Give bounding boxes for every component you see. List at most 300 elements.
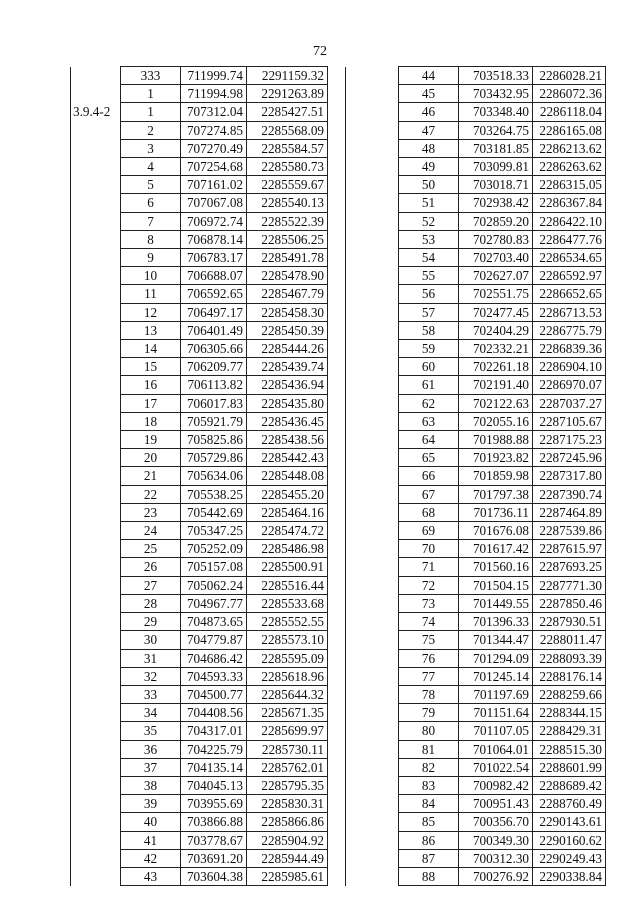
x-coordinate-cell: 705062.24 — [181, 576, 247, 594]
x-coordinate-cell: 707274.85 — [181, 121, 247, 139]
section-cell — [346, 285, 399, 303]
point-number-cell: 28 — [121, 594, 181, 612]
table-row — [71, 449, 328, 467]
section-cell — [346, 467, 399, 485]
x-coordinate-cell: 701396.33 — [459, 613, 533, 631]
section-cell — [346, 249, 399, 267]
section-cell — [71, 613, 121, 631]
section-cell — [346, 321, 399, 339]
point-number-cell: 25 — [121, 540, 181, 558]
y-coordinate-cell: 2285580.73 — [247, 158, 328, 176]
point-number-cell: 21 — [121, 467, 181, 485]
section-cell — [71, 67, 121, 85]
y-coordinate-cell: 2286072.36 — [533, 85, 606, 103]
y-coordinate-cell: 2287317.80 — [533, 467, 606, 485]
point-number-cell: 85 — [399, 813, 459, 831]
y-coordinate-cell: 2286422.10 — [533, 212, 606, 230]
section-cell — [346, 667, 399, 685]
point-number-cell: 24 — [121, 522, 181, 540]
y-coordinate-cell: 2287175.23 — [533, 431, 606, 449]
y-coordinate-cell: 2287693.25 — [533, 558, 606, 576]
section-cell — [71, 558, 121, 576]
y-coordinate-cell: 2285730.11 — [247, 740, 328, 758]
point-number-cell: 29 — [121, 613, 181, 631]
point-number-cell: 48 — [399, 139, 459, 157]
x-coordinate-cell: 700982.42 — [459, 776, 533, 794]
y-coordinate-cell: 2286118.04 — [533, 103, 606, 121]
y-coordinate-cell: 2286477.76 — [533, 230, 606, 248]
table-row — [346, 740, 606, 758]
x-coordinate-cell: 706972.74 — [181, 212, 247, 230]
point-number-cell: 52 — [399, 212, 459, 230]
y-coordinate-cell: 2285438.56 — [247, 431, 328, 449]
y-coordinate-cell: 2286904.10 — [533, 358, 606, 376]
x-coordinate-cell: 705538.25 — [181, 485, 247, 503]
x-coordinate-cell: 701676.08 — [459, 522, 533, 540]
x-coordinate-cell: 700312.30 — [459, 849, 533, 867]
section-cell — [71, 576, 121, 594]
x-coordinate-cell: 702859.20 — [459, 212, 533, 230]
x-coordinate-cell: 702404.29 — [459, 321, 533, 339]
y-coordinate-cell: 2288429.31 — [533, 722, 606, 740]
table-row — [346, 813, 606, 831]
y-coordinate-cell: 2285762.01 — [247, 758, 328, 776]
table-row — [346, 194, 606, 212]
x-coordinate-cell: 705729.86 — [181, 449, 247, 467]
table-row — [346, 631, 606, 649]
point-number-cell: 76 — [399, 649, 459, 667]
section-cell — [346, 67, 399, 85]
table-row — [346, 267, 606, 285]
x-coordinate-cell: 704045.13 — [181, 776, 247, 794]
point-number-cell: 40 — [121, 813, 181, 831]
y-coordinate-cell: 2285516.44 — [247, 576, 328, 594]
y-coordinate-cell: 2288344.15 — [533, 704, 606, 722]
point-number-cell: 55 — [399, 267, 459, 285]
section-cell — [346, 758, 399, 776]
y-coordinate-cell: 2285427.51 — [247, 103, 328, 121]
point-number-cell: 20 — [121, 449, 181, 467]
table-row — [71, 139, 328, 157]
section-cell — [71, 139, 121, 157]
table-row — [346, 594, 606, 612]
section-cell — [71, 285, 121, 303]
y-coordinate-cell: 2290249.43 — [533, 849, 606, 867]
point-number-cell: 77 — [399, 667, 459, 685]
section-cell — [346, 722, 399, 740]
x-coordinate-cell: 700276.92 — [459, 867, 533, 885]
point-number-cell: 15 — [121, 358, 181, 376]
point-number-cell: 79 — [399, 704, 459, 722]
x-coordinate-cell: 701197.69 — [459, 685, 533, 703]
section-cell — [71, 503, 121, 521]
y-coordinate-cell: 2285985.61 — [247, 867, 328, 885]
point-number-cell: 63 — [399, 412, 459, 430]
table-row — [71, 176, 328, 194]
table-row — [71, 158, 328, 176]
y-coordinate-cell: 2286213.62 — [533, 139, 606, 157]
section-cell — [346, 813, 399, 831]
table-row — [71, 831, 328, 849]
table-row — [71, 230, 328, 248]
y-coordinate-cell: 2288760.49 — [533, 795, 606, 813]
x-coordinate-cell: 707067.08 — [181, 194, 247, 212]
x-coordinate-cell: 706017.83 — [181, 394, 247, 412]
x-coordinate-cell: 704593.33 — [181, 667, 247, 685]
section-cell — [71, 831, 121, 849]
section-cell — [71, 485, 121, 503]
y-coordinate-cell: 2286839.36 — [533, 340, 606, 358]
table-row — [346, 503, 606, 521]
x-coordinate-cell: 701988.88 — [459, 431, 533, 449]
x-coordinate-cell: 701797.38 — [459, 485, 533, 503]
point-number-cell: 22 — [121, 485, 181, 503]
point-number-cell: 58 — [399, 321, 459, 339]
section-cell — [71, 431, 121, 449]
table-row — [346, 685, 606, 703]
table-row — [346, 831, 606, 849]
x-coordinate-cell: 700356.70 — [459, 813, 533, 831]
x-coordinate-cell: 702477.45 — [459, 303, 533, 321]
table-row — [346, 576, 606, 594]
x-coordinate-cell: 704225.79 — [181, 740, 247, 758]
x-coordinate-cell: 703099.81 — [459, 158, 533, 176]
x-coordinate-cell: 702332.21 — [459, 340, 533, 358]
y-coordinate-cell: 2285500.91 — [247, 558, 328, 576]
table-row — [346, 867, 606, 885]
section-cell — [71, 467, 121, 485]
table-row — [71, 576, 328, 594]
point-number-cell: 47 — [399, 121, 459, 139]
x-coordinate-cell: 702261.18 — [459, 358, 533, 376]
section-cell — [71, 85, 121, 103]
y-coordinate-cell: 2287390.74 — [533, 485, 606, 503]
section-cell — [346, 522, 399, 540]
section-cell — [71, 685, 121, 703]
table-row — [346, 412, 606, 430]
table-row — [71, 613, 328, 631]
point-number-cell: 26 — [121, 558, 181, 576]
section-cell — [346, 849, 399, 867]
y-coordinate-cell: 2287771.30 — [533, 576, 606, 594]
y-coordinate-cell: 2285491.78 — [247, 249, 328, 267]
table-row — [71, 685, 328, 703]
y-coordinate-cell: 2287464.89 — [533, 503, 606, 521]
table-row — [71, 722, 328, 740]
table-row — [71, 758, 328, 776]
table-row — [71, 85, 328, 103]
table-row — [71, 795, 328, 813]
y-coordinate-cell: 2288601.99 — [533, 758, 606, 776]
table-row — [71, 540, 328, 558]
table-row — [346, 340, 606, 358]
section-cell: 3.9.4-2 — [71, 103, 121, 121]
x-coordinate-cell: 706209.77 — [181, 358, 247, 376]
point-number-cell: 59 — [399, 340, 459, 358]
y-coordinate-cell: 2285904.92 — [247, 831, 328, 849]
table-row — [346, 667, 606, 685]
x-coordinate-cell: 701736.11 — [459, 503, 533, 521]
x-coordinate-cell: 701923.82 — [459, 449, 533, 467]
y-coordinate-cell: 2285671.35 — [247, 704, 328, 722]
y-coordinate-cell: 2285478.90 — [247, 267, 328, 285]
table-row — [71, 358, 328, 376]
x-coordinate-cell: 704779.87 — [181, 631, 247, 649]
y-coordinate-cell: 2286713.53 — [533, 303, 606, 321]
section-cell — [71, 522, 121, 540]
y-coordinate-cell: 2285568.09 — [247, 121, 328, 139]
section-cell — [71, 158, 121, 176]
y-coordinate-cell: 2285467.79 — [247, 285, 328, 303]
point-number-cell: 69 — [399, 522, 459, 540]
x-coordinate-cell: 703432.95 — [459, 85, 533, 103]
table-row — [71, 194, 328, 212]
y-coordinate-cell: 2285444.26 — [247, 340, 328, 358]
coordinate-table-right — [345, 66, 606, 886]
table-row — [346, 849, 606, 867]
coordinate-table-left — [70, 66, 328, 886]
table-row — [71, 376, 328, 394]
x-coordinate-cell: 705921.79 — [181, 412, 247, 430]
coordinate-table-right-body — [346, 67, 606, 886]
section-cell — [346, 613, 399, 631]
table-row — [346, 758, 606, 776]
x-coordinate-cell: 711999.74 — [181, 67, 247, 85]
table-row — [71, 412, 328, 430]
table-row — [71, 467, 328, 485]
point-number-cell: 35 — [121, 722, 181, 740]
table-row — [71, 285, 328, 303]
section-cell — [71, 376, 121, 394]
x-coordinate-cell: 705347.25 — [181, 522, 247, 540]
x-coordinate-cell: 703955.69 — [181, 795, 247, 813]
x-coordinate-cell: 703264.75 — [459, 121, 533, 139]
table-row — [346, 321, 606, 339]
point-number-cell: 14 — [121, 340, 181, 358]
x-coordinate-cell: 705825.86 — [181, 431, 247, 449]
x-coordinate-cell: 701617.42 — [459, 540, 533, 558]
table-row — [71, 667, 328, 685]
section-cell — [346, 85, 399, 103]
x-coordinate-cell: 701859.98 — [459, 467, 533, 485]
y-coordinate-cell: 2288689.42 — [533, 776, 606, 794]
x-coordinate-cell: 702627.07 — [459, 267, 533, 285]
table-row — [71, 558, 328, 576]
section-cell — [71, 649, 121, 667]
x-coordinate-cell: 705442.69 — [181, 503, 247, 521]
x-coordinate-cell: 703778.67 — [181, 831, 247, 849]
section-cell — [346, 831, 399, 849]
table-row — [71, 212, 328, 230]
table-row — [346, 613, 606, 631]
section-cell — [346, 176, 399, 194]
point-number-cell: 84 — [399, 795, 459, 813]
section-cell — [71, 704, 121, 722]
y-coordinate-cell: 2285455.20 — [247, 485, 328, 503]
table-row — [71, 340, 328, 358]
point-number-cell: 80 — [399, 722, 459, 740]
section-cell — [346, 795, 399, 813]
table-row — [346, 139, 606, 157]
x-coordinate-cell: 703866.88 — [181, 813, 247, 831]
section-cell — [346, 158, 399, 176]
point-number-cell: 1 — [121, 103, 181, 121]
y-coordinate-cell: 2285436.94 — [247, 376, 328, 394]
table-row — [71, 303, 328, 321]
section-cell — [71, 121, 121, 139]
table-row — [71, 485, 328, 503]
x-coordinate-cell: 702055.16 — [459, 412, 533, 430]
y-coordinate-cell: 2290143.61 — [533, 813, 606, 831]
x-coordinate-cell: 704500.77 — [181, 685, 247, 703]
x-coordinate-cell: 702703.40 — [459, 249, 533, 267]
table-row — [71, 867, 328, 885]
section-cell — [346, 485, 399, 503]
x-coordinate-cell: 706497.17 — [181, 303, 247, 321]
x-coordinate-cell: 704408.56 — [181, 704, 247, 722]
point-number-cell: 73 — [399, 594, 459, 612]
point-number-cell: 68 — [399, 503, 459, 521]
x-coordinate-cell: 702938.42 — [459, 194, 533, 212]
section-cell — [346, 121, 399, 139]
point-number-cell: 11 — [121, 285, 181, 303]
coordinate-table-left-body — [71, 67, 328, 886]
y-coordinate-cell: 2285644.32 — [247, 685, 328, 703]
point-number-cell: 7 — [121, 212, 181, 230]
point-number-cell: 10 — [121, 267, 181, 285]
section-cell — [71, 795, 121, 813]
x-coordinate-cell: 702191.40 — [459, 376, 533, 394]
point-number-cell: 46 — [399, 103, 459, 121]
x-coordinate-cell: 701151.64 — [459, 704, 533, 722]
y-coordinate-cell: 2286775.79 — [533, 321, 606, 339]
section-cell — [346, 267, 399, 285]
table-row — [71, 67, 328, 85]
table-row — [346, 704, 606, 722]
x-coordinate-cell: 707161.02 — [181, 176, 247, 194]
x-coordinate-cell: 701245.14 — [459, 667, 533, 685]
section-cell — [71, 631, 121, 649]
section-cell — [346, 394, 399, 412]
section-cell — [71, 358, 121, 376]
table-row — [346, 85, 606, 103]
y-coordinate-cell: 2287037.27 — [533, 394, 606, 412]
x-coordinate-cell: 707254.68 — [181, 158, 247, 176]
y-coordinate-cell: 2286367.84 — [533, 194, 606, 212]
table-row — [71, 631, 328, 649]
y-coordinate-cell: 2285595.09 — [247, 649, 328, 667]
table-row — [346, 649, 606, 667]
x-coordinate-cell: 701449.55 — [459, 594, 533, 612]
table-row — [346, 358, 606, 376]
point-number-cell: 6 — [121, 194, 181, 212]
section-cell — [346, 503, 399, 521]
section-cell — [346, 594, 399, 612]
point-number-cell: 5 — [121, 176, 181, 194]
point-number-cell: 78 — [399, 685, 459, 703]
section-cell — [71, 194, 121, 212]
point-number-cell: 9 — [121, 249, 181, 267]
point-number-cell: 60 — [399, 358, 459, 376]
x-coordinate-cell: 706878.14 — [181, 230, 247, 248]
table-row — [346, 67, 606, 85]
y-coordinate-cell: 2287615.97 — [533, 540, 606, 558]
table-row — [346, 431, 606, 449]
x-coordinate-cell: 702780.83 — [459, 230, 533, 248]
table-row — [71, 103, 328, 121]
table-row — [71, 321, 328, 339]
point-number-cell: 17 — [121, 394, 181, 412]
section-cell — [71, 776, 121, 794]
x-coordinate-cell: 704873.65 — [181, 613, 247, 631]
y-coordinate-cell: 2286652.65 — [533, 285, 606, 303]
x-coordinate-cell: 706688.07 — [181, 267, 247, 285]
y-coordinate-cell: 2285450.39 — [247, 321, 328, 339]
point-number-cell: 333 — [121, 67, 181, 85]
table-row — [346, 121, 606, 139]
x-coordinate-cell: 704686.42 — [181, 649, 247, 667]
point-number-cell: 16 — [121, 376, 181, 394]
y-coordinate-cell: 2285866.86 — [247, 813, 328, 831]
y-coordinate-cell: 2288259.66 — [533, 685, 606, 703]
point-number-cell: 8 — [121, 230, 181, 248]
x-coordinate-cell: 700349.30 — [459, 831, 533, 849]
x-coordinate-cell: 704967.77 — [181, 594, 247, 612]
table-row — [71, 849, 328, 867]
point-number-cell: 67 — [399, 485, 459, 503]
section-cell — [346, 194, 399, 212]
y-coordinate-cell: 2287245.96 — [533, 449, 606, 467]
y-coordinate-cell: 2288011.47 — [533, 631, 606, 649]
y-coordinate-cell: 2285474.72 — [247, 522, 328, 540]
section-cell — [71, 594, 121, 612]
point-number-cell: 82 — [399, 758, 459, 776]
x-coordinate-cell: 705157.08 — [181, 558, 247, 576]
page-number: 72 — [313, 44, 327, 59]
point-number-cell: 38 — [121, 776, 181, 794]
point-number-cell: 30 — [121, 631, 181, 649]
point-number-cell: 32 — [121, 667, 181, 685]
point-number-cell: 64 — [399, 431, 459, 449]
point-number-cell: 42 — [121, 849, 181, 867]
y-coordinate-cell: 2290338.84 — [533, 867, 606, 885]
point-number-cell: 61 — [399, 376, 459, 394]
table-row — [346, 722, 606, 740]
table-row — [71, 503, 328, 521]
section-cell — [71, 813, 121, 831]
y-coordinate-cell: 2285540.13 — [247, 194, 328, 212]
y-coordinate-cell: 2287850.46 — [533, 594, 606, 612]
table-row — [71, 704, 328, 722]
table-row — [346, 558, 606, 576]
y-coordinate-cell: 2288093.39 — [533, 649, 606, 667]
y-coordinate-cell: 2290160.62 — [533, 831, 606, 849]
y-coordinate-cell: 2286028.21 — [533, 67, 606, 85]
point-number-cell: 1 — [121, 85, 181, 103]
y-coordinate-cell: 2285830.31 — [247, 795, 328, 813]
point-number-cell: 54 — [399, 249, 459, 267]
point-number-cell: 62 — [399, 394, 459, 412]
section-cell — [346, 139, 399, 157]
table-row — [346, 230, 606, 248]
x-coordinate-cell: 703604.38 — [181, 867, 247, 885]
x-coordinate-cell: 701504.15 — [459, 576, 533, 594]
table-row — [346, 158, 606, 176]
section-cell — [346, 776, 399, 794]
x-coordinate-cell: 705252.09 — [181, 540, 247, 558]
section-cell — [71, 849, 121, 867]
y-coordinate-cell: 2285522.39 — [247, 212, 328, 230]
